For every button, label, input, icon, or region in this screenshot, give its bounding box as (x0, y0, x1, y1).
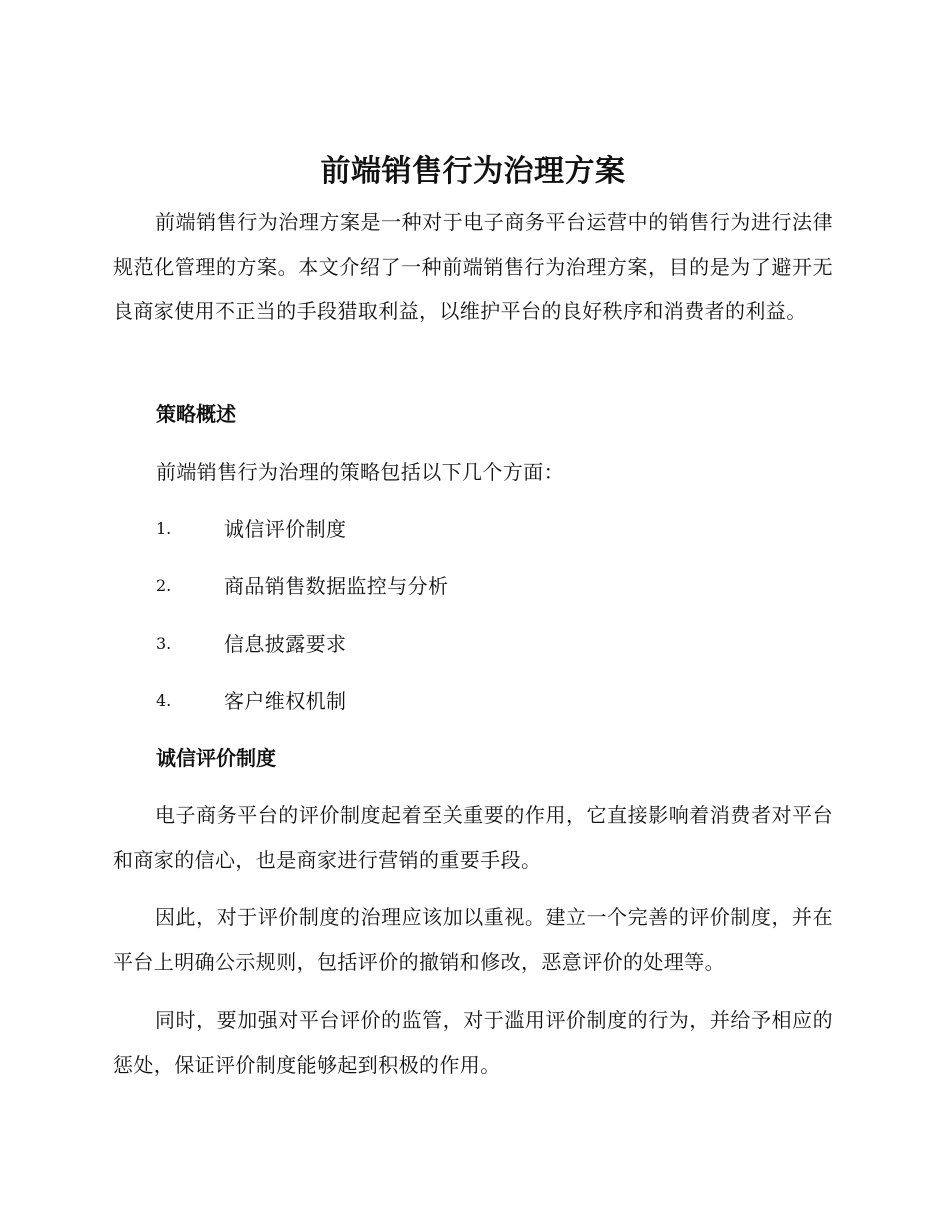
section-heading-strategy-overview: 策略概述 (156, 402, 236, 426)
body-paragraph: 电子商务平台的评价制度起着至关重要的作用，它直接影响着消费者对平台和商家的信心，也是商家进行营销的重要手段。 (113, 803, 833, 872)
body-paragraph: 因此，对于评价制度的治理应该加以重视。建立一个完善的评价制度，并在平台上明确公示规则，包括评价的撤销和修改，恶意评价的处理等。 (113, 905, 833, 974)
list-item (156, 685, 756, 717)
document-title: 前端销售行为治理方案 (320, 154, 626, 189)
list-item (156, 628, 756, 660)
list-item-text: 客户维权机制 (224, 689, 347, 713)
list-item-number: 1. (156, 519, 172, 538)
intro-paragraph: 前端销售行为治理方案是一种对于电子商务平台运营中的销售行为进行法律规范化管理的方案。本文介绍了一种前端销售行为治理方案，目的是为了避开无良商家使用不正当的手段猎取利益，以维护平台的良好秩序和消费者的利益。 (113, 210, 833, 323)
list-item-text: 信息披露要求 (224, 632, 347, 656)
document-page (113, 0, 833, 1230)
list-item (156, 513, 756, 545)
list-item-number: 4. (156, 691, 172, 710)
list-item-number: 3. (156, 634, 172, 653)
list-item-text: 商品销售数据监控与分析 (224, 574, 449, 598)
list-item-number: 2. (156, 576, 172, 595)
list-item-text: 诚信评价制度 (224, 517, 347, 541)
list-item (156, 570, 756, 602)
strategy-lead-text: 前端销售行为治理的策略包括以下几个方面： (156, 460, 564, 484)
body-paragraph: 同时，要加强对平台评价的监管，对于滥用评价制度的行为，并给予相应的惩处，保证评价制度能够起到积极的作用。 (113, 1008, 833, 1077)
section-heading-integrity-rating: 诚信评价制度 (156, 746, 276, 770)
